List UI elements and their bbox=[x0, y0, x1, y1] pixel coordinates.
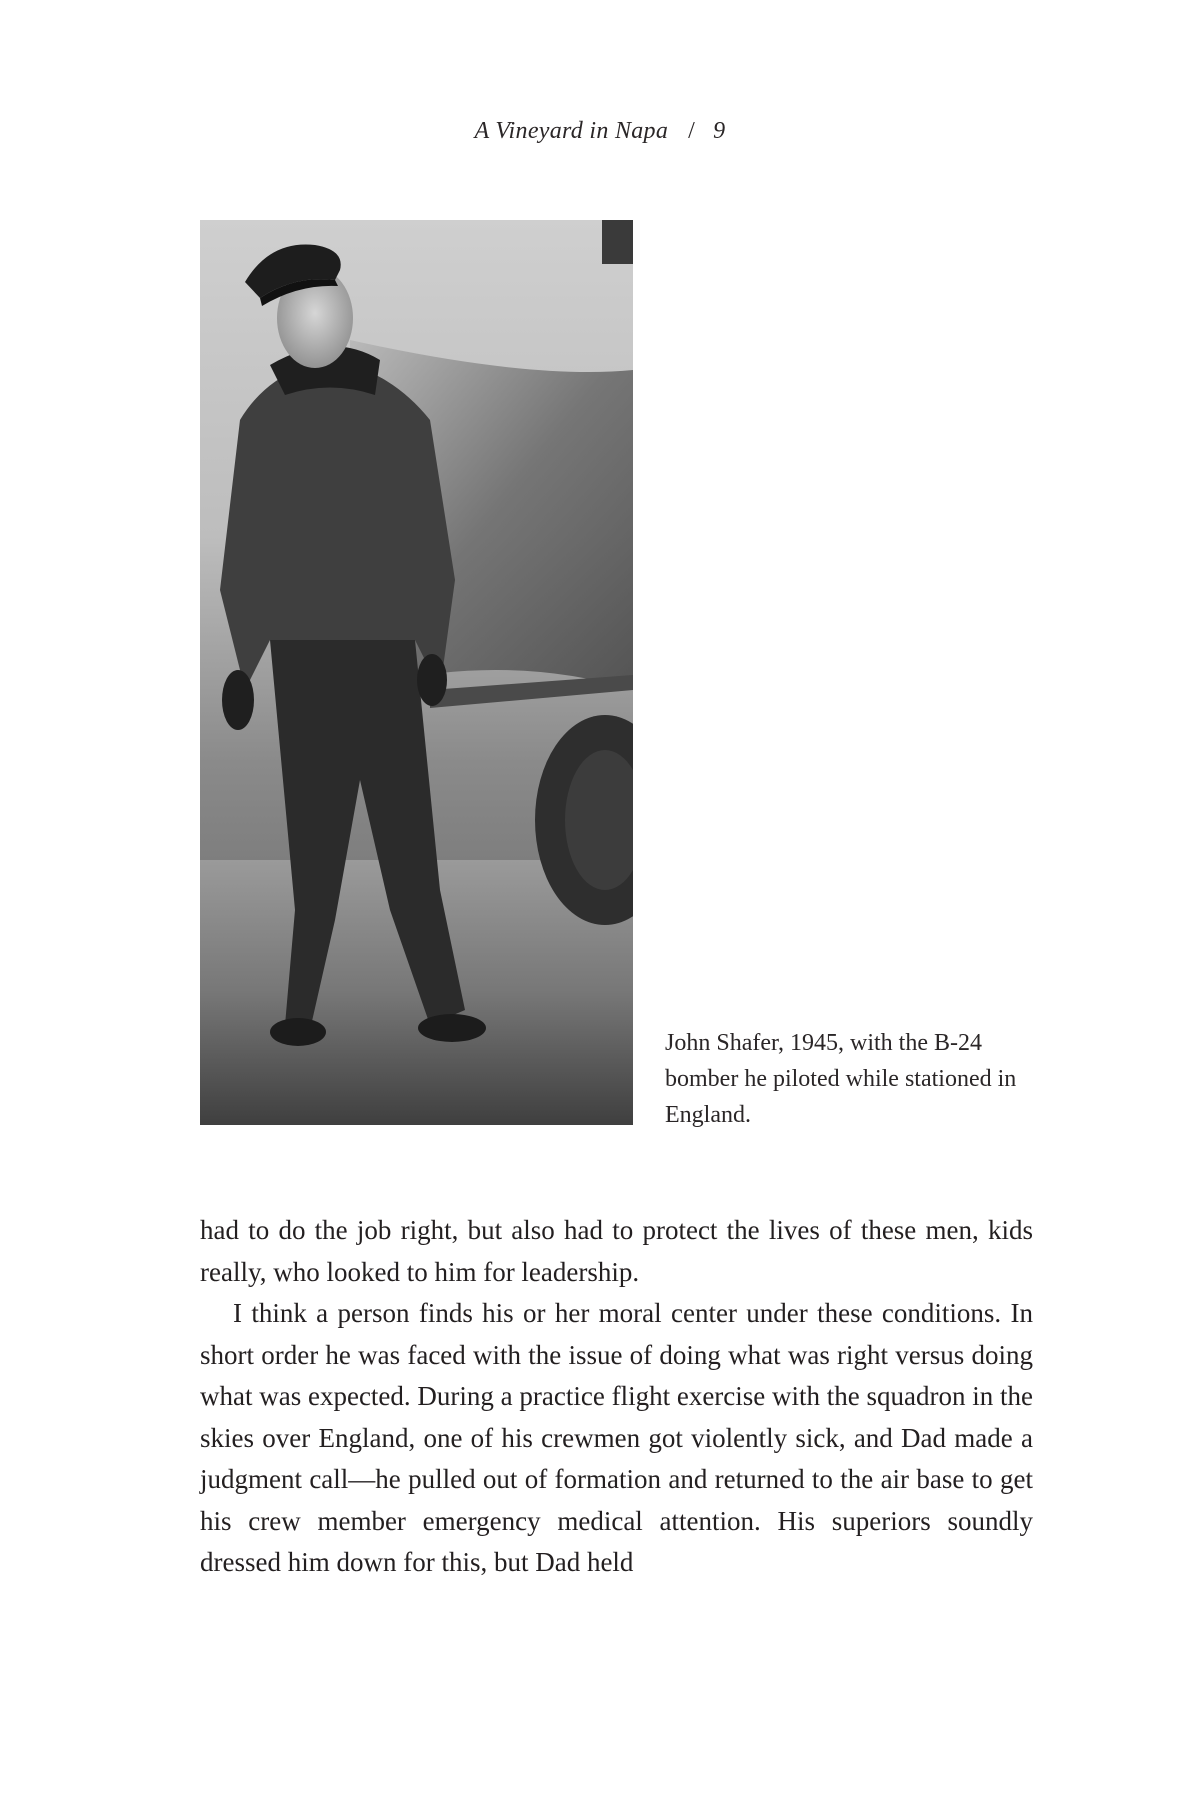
running-head-separator: / bbox=[688, 118, 696, 144]
body-text bbox=[200, 1210, 1033, 1584]
running-head-title: A Vineyard in Napa bbox=[474, 118, 669, 144]
running-head bbox=[0, 118, 1200, 145]
page-number: 9 bbox=[713, 118, 726, 144]
photo-illustration bbox=[200, 220, 633, 1125]
paragraph-1: had to do the job right, but also had to protect the lives of these men, kids really, who looked to him for leadership. bbox=[200, 1215, 1033, 1287]
photo-caption: John Shafer, 1945, with the B-24 bomber he piloted while stationed in England. bbox=[665, 1030, 1017, 1128]
photograph bbox=[200, 220, 633, 1125]
paragraph-2: I think a person finds his or her moral center under these conditions. In short order he was faced with the issue of doing what was right versus doing what was expected. During a practice flight exercise with the squadron in the skies over England, one of his crewmen got violently sick, and Dad made a judgment call—he pulled out of formation and returned to the air base to get his crew member emergency medical attention. His superiors soundly dressed him down for this, but Dad held bbox=[200, 1298, 1033, 1577]
